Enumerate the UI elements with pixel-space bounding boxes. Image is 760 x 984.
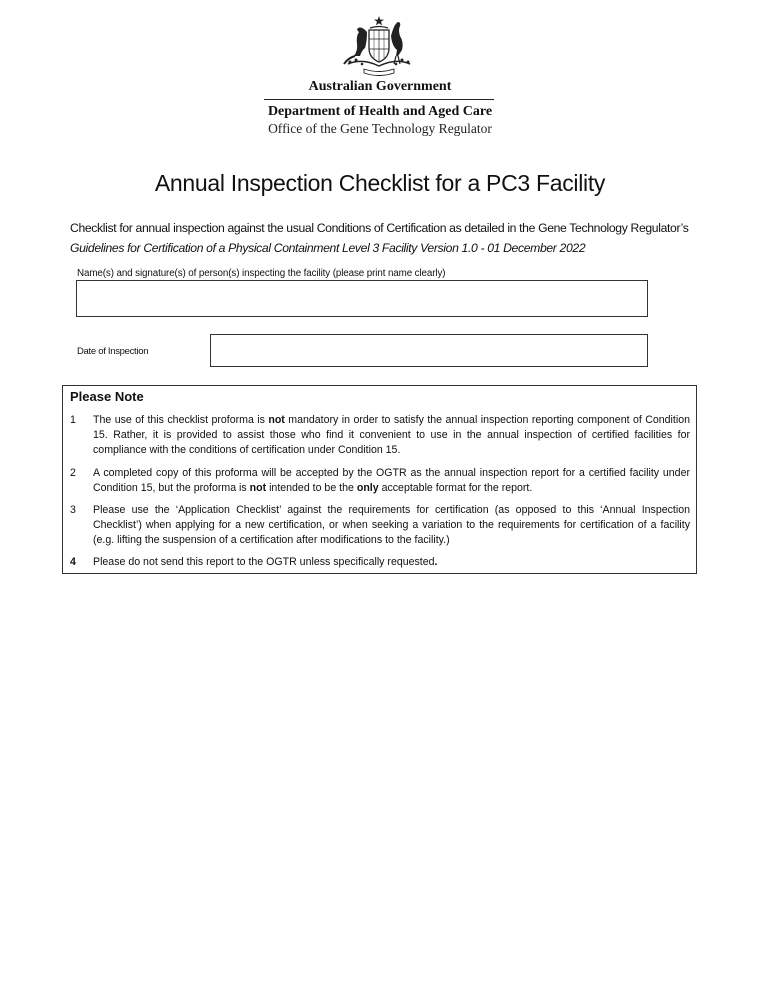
note-text [93,503,690,549]
header-divider [264,99,494,100]
note-emphasis: . [434,556,438,568]
note-emphasis: only [356,482,379,495]
note-number: 2 [70,467,76,479]
note-text [93,466,690,496]
government-name: Australian Government [308,79,452,94]
note-item-4 [70,555,690,570]
note-emphasis: not [268,414,285,426]
note-number: 4 [70,556,76,568]
note-emphasis: not [249,482,267,495]
note-item-3 [70,503,690,549]
note-text [93,413,690,459]
intro-guidelines-title: Guidelines for Certification of a Physical Containment Level 3 Facility Version 1.0 - 01 December 2022 [70,241,586,255]
office-name: Office of the Gene Technology Regulator [268,121,492,136]
inspection-date-field[interactable] [210,334,648,367]
inspection-date-label: Date of Inspection [77,346,149,357]
note-text-part: acceptable format for the report. [378,482,533,495]
intro-text: Checklist for annual inspection against the usual Conditions of Certification as detailed in the Gene Technology Regulator’s [70,221,689,235]
note-text-part: Please do not send this report to the OGTR unless specifically requested [93,556,435,568]
note-text-part: The use of this checklist proforma is [93,414,269,426]
coat-of-arms-logo [336,14,422,78]
please-note-heading: Please Note [70,389,144,404]
note-number: 1 [70,414,76,426]
please-note-box [62,385,697,574]
note-item-2 [70,466,690,496]
note-item-1 [70,413,690,459]
document-title: Annual Inspection Checklist for a PC3 Facility [154,170,606,196]
note-text [93,555,690,570]
note-text-part: mandatory in order to satisfy the annual inspection reporting component of Condition 15. Rather, it is provided to assist those who find it convenient to use in the annual inspection of certified facilities for compliance with the conditions of certification under Condition 15. [93,414,690,457]
inspector-names-label: Name(s) and signature(s) of person(s) inspecting the facility (please print name clearly) [77,268,446,279]
note-number: 3 [70,504,76,516]
note-text-part: Please use the ‘Application Checklist’ against the requirements for certification (as opposed to this ‘Annual Inspection Checklist’) when applying for a new certification, or when seeking a variation to the requirements for certification of a facility (e.g. lifting the suspension of a certification after modifications to the facility.) [93,504,690,547]
note-text-part: A completed copy of this proforma will be accepted by the OGTR as the annual inspection report for a certified facility under Condition 15, but the proforma is [93,467,690,495]
department-name: Department of Health and Aged Care [267,104,493,119]
inspector-names-field[interactable] [76,280,648,317]
note-text-part: intended to be the [266,482,357,495]
intro-paragraph [70,218,700,258]
